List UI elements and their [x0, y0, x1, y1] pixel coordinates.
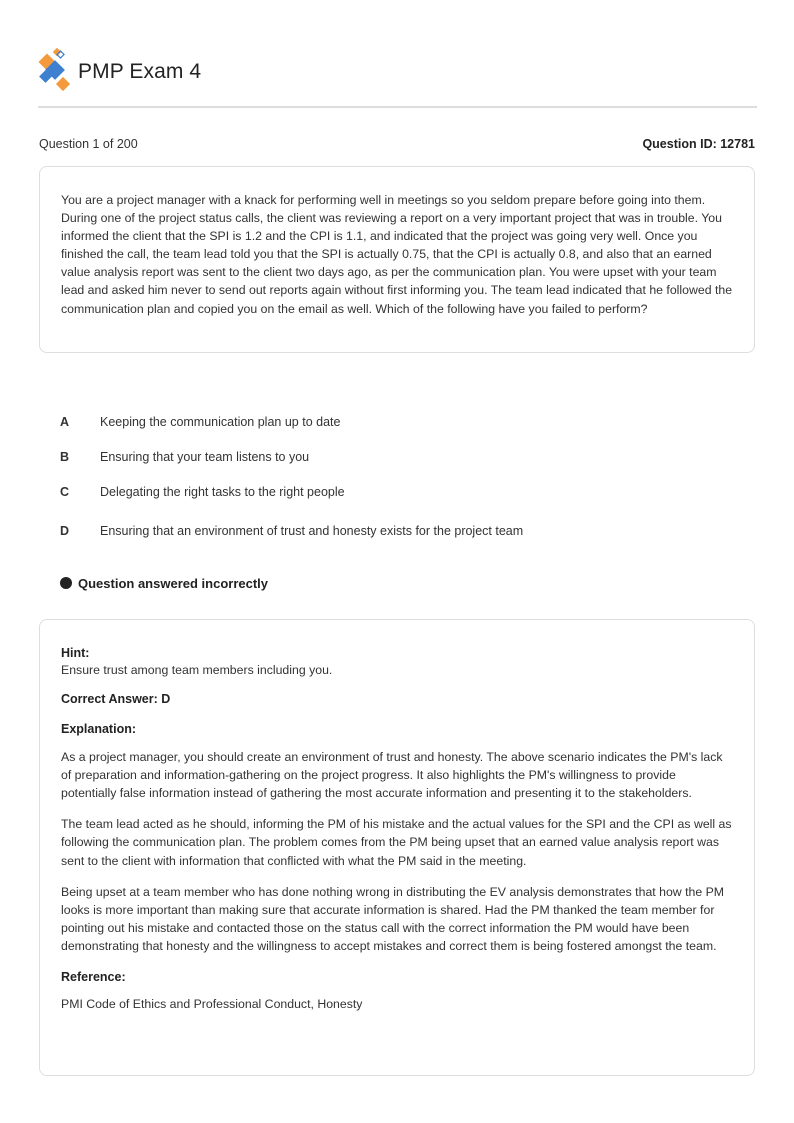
option-text: Delegating the right tasks to the right people — [100, 485, 345, 499]
status-dot-icon — [60, 577, 72, 589]
status-text: Question answered incorrectly — [78, 576, 269, 591]
question-text: You are a project manager with a knack for performing well in meetings so you seldom prepare before going into them. During one of the project status calls, the client was reviewing a report on a very important project that was in trouble. You informed the client that the SPI is 1.2 and the CPI is 1.1, and indicated that the project was going very well. Once you finished the call, the team lead told you that the SPI is actually 0.75, that the CPI is actually 0.8, and also that an earned value analysis report was sent to the client two days ago, as per the communication plan. You were upset with your team lead and asked him never to send out reports again without first informing you. The team lead indicated that he followed the communication plan and copied you on the email as well. Which of the following have you failed to perform? — [61, 193, 733, 316]
explanation-paragraph: Being upset at a team member who has done nothing wrong in distributing the EV analysis demonstrates that how the PM looks is more important than making sure that accurate information is shared. Had the PM thanked the team member for pointing out his mistake and contacted those on the status call with the correct information the PM would have been demonstrating that honesty and the willingness to accept mistakes and correct them is being fostered amongst the team. — [61, 884, 725, 953]
logo-icon — [38, 48, 74, 92]
option-letter: D — [60, 524, 70, 538]
reference-text: PMI Code of Ethics and Professional Conduct, Honesty — [61, 997, 363, 1012]
explanation-paragraph: The team lead acted as he should, informing the PM of his mistake and the actual values for the SPI and the CPI as well as following the communication plan. The problem comes from the PM being upset that an earned value analysis report was sent to the client with information that conflicted with what the PM said in the meeting. — [61, 817, 732, 868]
page-title: PMP Exam 4 — [78, 60, 202, 83]
explanation-paragraph: As a project manager, you should create an environment of trust and honesty. The above scenario indicates the PM's lack of preparation and information-gathering on the project progress. It also highlights the PM's willingness to provide potentially false information instead of gathering the most accurate information and presenting it to the stakeholders. — [61, 750, 723, 801]
question-card — [39, 166, 755, 353]
option-letter: C — [60, 485, 70, 499]
option-letter: A — [60, 415, 70, 429]
option-text: Keeping the communication plan up to date — [100, 415, 341, 429]
answer-status — [60, 576, 268, 591]
page-header — [38, 48, 757, 108]
question-number: Question 1 of 200 — [39, 137, 138, 151]
hint-label: Hint: — [61, 646, 90, 660]
question-id: Question ID: 12781 — [642, 137, 755, 151]
reference-label: Reference: — [61, 970, 126, 985]
option-letter: B — [60, 450, 70, 464]
hint-text: Ensure trust among team members including you. — [61, 663, 333, 677]
header-divider — [38, 106, 757, 108]
explanation-label: Explanation: — [61, 722, 137, 737]
option-text: Ensuring that an environment of trust and honesty exists for the project team — [100, 524, 524, 538]
correct-answer: Correct Answer: D — [61, 692, 171, 707]
explanation-card — [39, 619, 755, 1076]
option-text: Ensuring that your team listens to you — [100, 450, 310, 464]
